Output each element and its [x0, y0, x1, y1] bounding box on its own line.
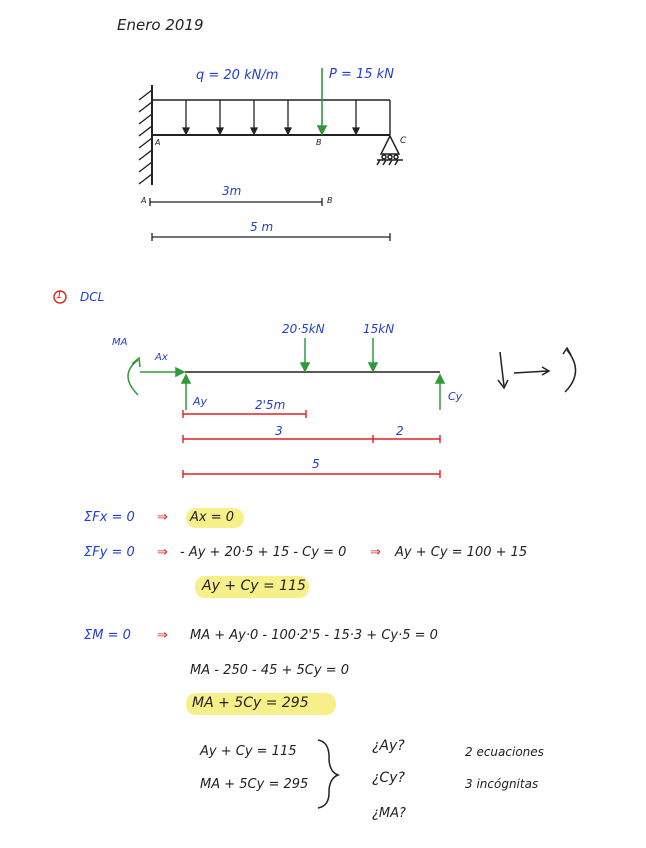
m-equation-2: MA - 250 - 45 + 5Cy = 0 — [190, 663, 350, 678]
dim-2-label: 2 — [396, 424, 404, 438]
fy-implies: ⇒ — [157, 545, 168, 560]
ax-label: Ax — [155, 352, 168, 363]
system-brace — [318, 740, 338, 808]
point-load-fbd-label: 15kN — [363, 322, 395, 336]
dimension-ac — [152, 233, 390, 241]
resultant-load-label: 20·5kN — [282, 322, 325, 336]
point-load-arrow — [318, 68, 326, 134]
moment-ma-label: MA — [112, 337, 128, 348]
fx-result: Ax = 0 — [190, 510, 235, 525]
dimension-ac-label: 5 m — [250, 220, 274, 234]
sign-convention-icon — [498, 348, 576, 392]
unknown-cy: ¿Cy? — [372, 770, 405, 786]
date-heading: Enero 2019 — [117, 16, 204, 34]
system-equation-2: MA + 5Cy = 295 — [200, 777, 309, 792]
fy-implies-2: ⇒ — [370, 545, 381, 560]
note-unknowns: 3 incógnitas — [465, 777, 539, 791]
dim-a-label: A — [141, 196, 147, 205]
cy-arrow — [436, 375, 444, 410]
dim-resultant-label: 2'5m — [255, 398, 286, 412]
point-c-label: C — [400, 136, 407, 146]
moment-ma-arrow — [128, 360, 138, 395]
m-result: MA + 5Cy = 295 — [192, 695, 309, 711]
point-a-label: A — [155, 138, 161, 147]
ay-label: Ay — [193, 395, 208, 408]
dimension-ab — [150, 198, 322, 206]
dim-5-label: 5 — [312, 457, 320, 471]
distributed-load-arrows — [183, 100, 359, 134]
m-equation: MA + Ay·0 - 100·2'5 - 15·3 + Cy·5 = 0 — [190, 628, 438, 643]
cy-label: Cy — [448, 390, 463, 403]
point-b-label: B — [316, 138, 322, 147]
unknown-ma: ¿MA? — [372, 806, 406, 821]
fy-equation-2: Ay + Cy = 100 + 15 — [395, 545, 528, 560]
section-number: 1 — [56, 290, 63, 301]
dim-3-label: 3 — [275, 424, 283, 438]
wall-hatching — [139, 90, 152, 184]
ax-arrow — [140, 368, 184, 376]
fy-equation: - Ay + 20·5 + 15 - Cy = 0 — [180, 545, 347, 560]
fy-result: Ay + Cy = 115 — [202, 578, 306, 594]
dim-b-label: B — [327, 196, 333, 205]
ay-arrow — [182, 375, 190, 410]
resultant-load-arrow — [301, 338, 309, 371]
section-title: DCL — [80, 290, 105, 304]
system-equation-1: Ay + Cy = 115 — [200, 744, 297, 759]
sum-fx-label: ΣFx = 0 — [84, 510, 135, 525]
dimension-ab-label: 3m — [222, 184, 242, 198]
point-load-fbd-arrow — [369, 338, 377, 371]
unknown-ay: ¿Ay? — [372, 738, 405, 754]
point-load-label: P = 15 kN — [329, 67, 394, 82]
fx-implies: ⇒ — [157, 510, 168, 525]
sum-fy-label: ΣFy = 0 — [84, 545, 135, 560]
free-body-diagram — [128, 338, 576, 478]
sum-m-label: ΣM = 0 — [84, 628, 131, 643]
note-equations: 2 ecuaciones — [465, 745, 544, 759]
distributed-load-label: q = 20 kN/m — [196, 68, 279, 83]
beam-diagram — [139, 68, 403, 241]
m-implies: ⇒ — [157, 628, 168, 643]
